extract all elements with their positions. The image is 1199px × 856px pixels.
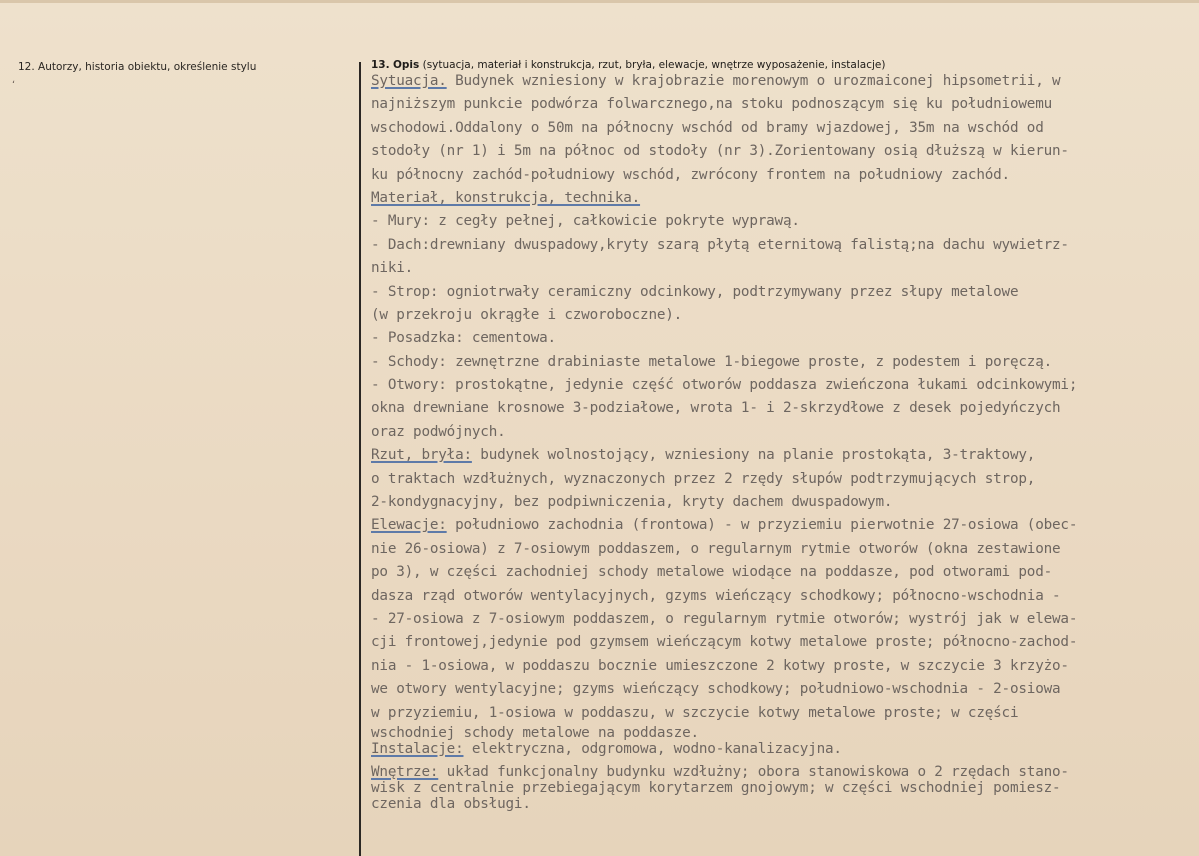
heading-rzut: Rzut, bryła: (371, 447, 472, 464)
heading-material: Materiał, konstrukcja, technika. (371, 189, 641, 206)
text-line: stodoły (nr 1) i 5m na północ od stodoły (nr 3).Zorientowany osią dłuższą w kierun- (371, 143, 1069, 160)
section-13-subtitle: (sytuacja, materiał i konstrukcja, rzut, bryła, elewacje, wnętrze wyposażenie, instalacje) (422, 59, 886, 71)
line-text: budynek wolnostojący, wzniesiony na planie prostokąta, 3-traktowy, (471, 447, 1036, 464)
line-text: południowo zachodnia (frontowa) - w przyziemiu pierwotnie 27-osiowa (obec- (446, 517, 1078, 534)
text-line: ku północny zachód-południowy wschód, zwrócony frontem na południowy zachód. (371, 166, 1010, 183)
text-line: - Strop: ogniotrwały ceramiczny odcinkowy, podtrzymywany przez słupy metalowe (371, 283, 1019, 300)
text-line (371, 444, 1186, 467)
text-line: w przyziemiu, 1-osiowa w poddaszu, w szczycie kotwy metalowe proste; w części (371, 704, 1019, 721)
text-line (371, 187, 1186, 210)
section-13-title: Opis (392, 59, 420, 71)
text-line: najniższym punkcie podwórza folwarcznego,na stoku podnoszącym się ku południowemu (371, 96, 1053, 113)
section-12-label: 12. Autorzy, historia obiektu, określenie stylu (18, 61, 257, 73)
text-line: 2-kondygnacyjny, bez podpiwniczenia, kryty dachem dwuspadowym. (371, 494, 893, 511)
column-divider (359, 62, 361, 856)
text-line (371, 70, 1186, 93)
text-line: - Mury: z cegły pełnej, całkowicie pokryte wyprawą. (371, 213, 800, 230)
text-line (371, 764, 1186, 780)
heading-instalacje: Instalacje: (371, 740, 464, 757)
left-pencil-mark: ʻ (12, 80, 16, 91)
text-line: o traktach wzdłużnych, wyznaczonych przez 2 rzędy słupów podtrzymujących strop, (371, 470, 1036, 487)
text-line (371, 514, 1186, 537)
line-text: układ funkcjonalny budynku wzdłużny; obora stanowiskowa o 2 rzędach stano- (438, 763, 1069, 780)
line-text: elektryczna, odgromowa, wodno-kanalizacyjna. (463, 740, 842, 757)
heading-sytuacja: Sytuacja. (371, 73, 447, 89)
text-line: - Schody: zewnętrzne drabiniaste metalowe 1-biegowe proste, z podestem i poręczą. (371, 353, 1053, 370)
text-line: okna drewniane krosnowe 3-podziałowe, wrota 1- i 2-skrzydłowe z desek pojedyńczych (371, 400, 1061, 417)
text-line: cji frontowej,jedynie pod gzymsem wieńczącym kotwy metalowe proste; północno-zachod- (371, 634, 1078, 651)
text-line: oraz podwójnych. (371, 423, 506, 440)
text-line: niki. (371, 260, 414, 277)
text-line (371, 741, 1186, 757)
text-line: nie 26-osiowa) z 7-osiowym poddaszem, o regularnym rytmie otworów (okna zestawione (371, 540, 1061, 557)
text-line: - Dach:drewniany dwuspadowy,kryty szarą płytą eternitową falistą;na dachu wywietrz- (371, 236, 1069, 253)
heading-wnetrze: Wnętrze: (371, 763, 439, 780)
text-line: - Otwory: prostokątne, jedynie część otworów poddasza zwieńczona łukami odcinkowymi; (371, 377, 1078, 394)
text-line: czenia dla obsługi. (371, 795, 531, 812)
text-line: nia - 1-osiowa, w poddaszu bocznie umieszczone 2 kotwy proste, w szczycie 3 krzyżo- (371, 657, 1069, 674)
text-line: po 3), w części zachodniej schody metalowe wiodące na poddasze, pod otworami pod- (371, 564, 1053, 581)
line-gap (371, 757, 1186, 764)
text-line: - Posadzka: cementowa. (371, 330, 556, 347)
text-line: dasza rząd otworów wentylacyjnych, gzyms wieńczący schodkowy; północno-wschodnia - (371, 587, 1061, 604)
text-line: wisk z centralnie przebiegającym korytarzem gnojowym; w części wschodniej pomiesz- (371, 779, 1061, 796)
sheet-top-edge (0, 0, 1199, 3)
text-line: - 27-osiowa z 7-osiowym poddaszem, o regularnym rytmie otworów; wystrój jak w elewa- (371, 610, 1078, 627)
text-line: wschodowi.Oddalony o 50m na północny wschód od bramy wjazdowej, 35m na wschód od (371, 119, 1044, 136)
text-line: we otwory wentylacyjne; gzyms wieńczący schodkowy; południowo-wschodnia - 2-osiowa (371, 681, 1061, 698)
line-text: Budynek wzniesiony w krajobrazie morenowym o urozmaiconej hipsometrii, w (446, 73, 1061, 89)
heading-elewacje: Elewacje: (371, 517, 447, 534)
typed-description (371, 70, 1186, 812)
text-line: (w przekroju okrągłe i czworoboczne). (371, 306, 683, 323)
section-13-number: 13. (371, 59, 390, 71)
text-line: wschodniej schody metalowe na poddasze. (371, 724, 699, 741)
